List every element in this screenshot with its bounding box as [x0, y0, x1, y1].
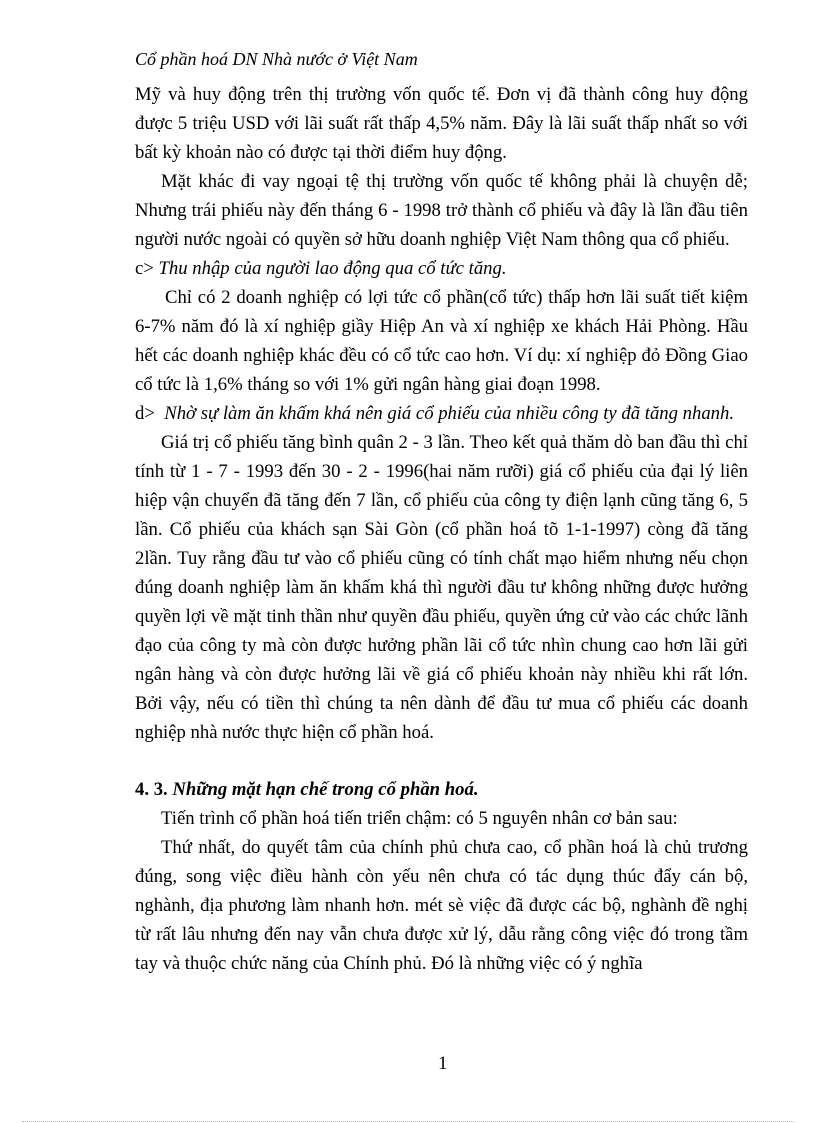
paragraph-2: Mặt khác đi vay ngoại tệ thị trường vốn quốc tế không phải là chuyện dễ; Nhưng trái phiếu này đến tháng 6 - 1998 trở thành cổ phiếu và đây là lần đầu tiên người nước ngoài có quyền sở hữu doanh nghiệp Việt Nam thông qua cổ phiếu.	[135, 171, 748, 250]
page-bottom-divider	[22, 1121, 794, 1122]
section-heading	[135, 775, 748, 804]
document-body	[135, 80, 748, 978]
section-number: 4. 3.	[135, 779, 168, 800]
subheading-d	[135, 399, 748, 428]
running-header: Cổ phần hoá DN Nhà nước ở Việt Nam	[135, 49, 418, 69]
subheading-c-title: Thu nhập của người lao động qua cổ tức tăng.	[158, 258, 507, 279]
page-number: 1	[438, 1053, 448, 1074]
paragraph-3: Chỉ có 2 doanh nghiệp có lợi tức cổ phần(cổ tức) thấp hơn lãi suất tiết kiệm 6-7% năm đó là xí nghiệp giầy Hiệp An và xí nghiệp xe khách Hải Phòng. Hầu hết các doanh nghiệp khác đều có cổ tức cao hơn. Ví dụ: xí nghiệp đỏ Đồng Giao cổ tức là 1,6% tháng so với 1% gửi ngân hàng giai đoạn 1998.	[135, 287, 748, 395]
subheading-c	[135, 254, 748, 283]
subheading-d-title: Nhờ sự làm ăn khấm khá nên giá cổ phiếu của nhiều công ty đã tăng nhanh.	[164, 403, 735, 424]
paragraph-5: Tiến trình cổ phần hoá tiến triển chậm: có 5 nguyên nhân cơ bản sau:	[161, 808, 678, 829]
paragraph-4: Giá trị cổ phiếu tăng bình quân 2 - 3 lần. Theo kết quả thăm dò ban đầu thì chỉ tính từ 1 - 7 - 1993 đến 30 - 2 - 1996(hai năm rưỡi) giá cổ phiếu của đại lý liên hiệp vận chuyển đã tăng đến 7 lần, cổ phiếu của công ty điện lạnh cũng tăng 6, 5 lần. Cổ phiếu của khách sạn Sài Gòn (cổ phần hoá tõ 1-1-1997) còng đã tăng 2lần. Tuy rằng đầu tư vào cổ phiếu cũng có tính chất mạo hiểm nhưng nếu chọn đúng doanh nghiệp làm ăn khấm khá thì người đầu tư không những được hưởng quyền lợi về mặt tinh thần như quyền đầu phiếu, quyền ứng cử vào các chức lãnh đạo của công ty mà còn được hưởng phần lãi cổ tức nhìn chung cao hơn lãi gửi ngân hàng và còn được hưởng lãi về giá cổ phiếu khoản này nhiều khi rất lớn. Bởi vậy, nếu có tiền thì chúng ta nên dành để đầu tư mua cổ phiếu các doanh nghiệp nhà nước thực hiện cổ phần hoá.	[135, 432, 748, 743]
subheading-c-marker: c>	[135, 258, 154, 279]
paragraph-6: Thứ nhất, do quyết tâm của chính phủ chưa cao, cổ phần hoá là chủ trương đúng, song việc điều hành còn yếu nên chưa có tác dụng thúc đẩy cán bộ, nghành, địa phương làm nhanh hơn. mét sè việc đã được các bộ, nghành đề nghị từ rất lâu nhưng đến nay vẫn chưa được xử lý, dẫu rằng công việc đó trong tầm tay và thuộc chức năng của Chính phủ. Đó là những việc có ý nghĩa	[135, 837, 748, 974]
section-title: Những mặt hạn chế trong cổ phần hoá.	[172, 779, 479, 800]
paragraph-1: Mỹ và huy động trên thị trường vốn quốc tế. Đơn vị đã thành công huy động được 5 triệu USD với lãi suất rất thấp 4,5% năm. Đây là lãi suất thấp nhất so với bất kỳ khoản nào có được tại thời điểm huy động.	[135, 84, 748, 163]
subheading-d-marker: d>	[135, 403, 155, 424]
